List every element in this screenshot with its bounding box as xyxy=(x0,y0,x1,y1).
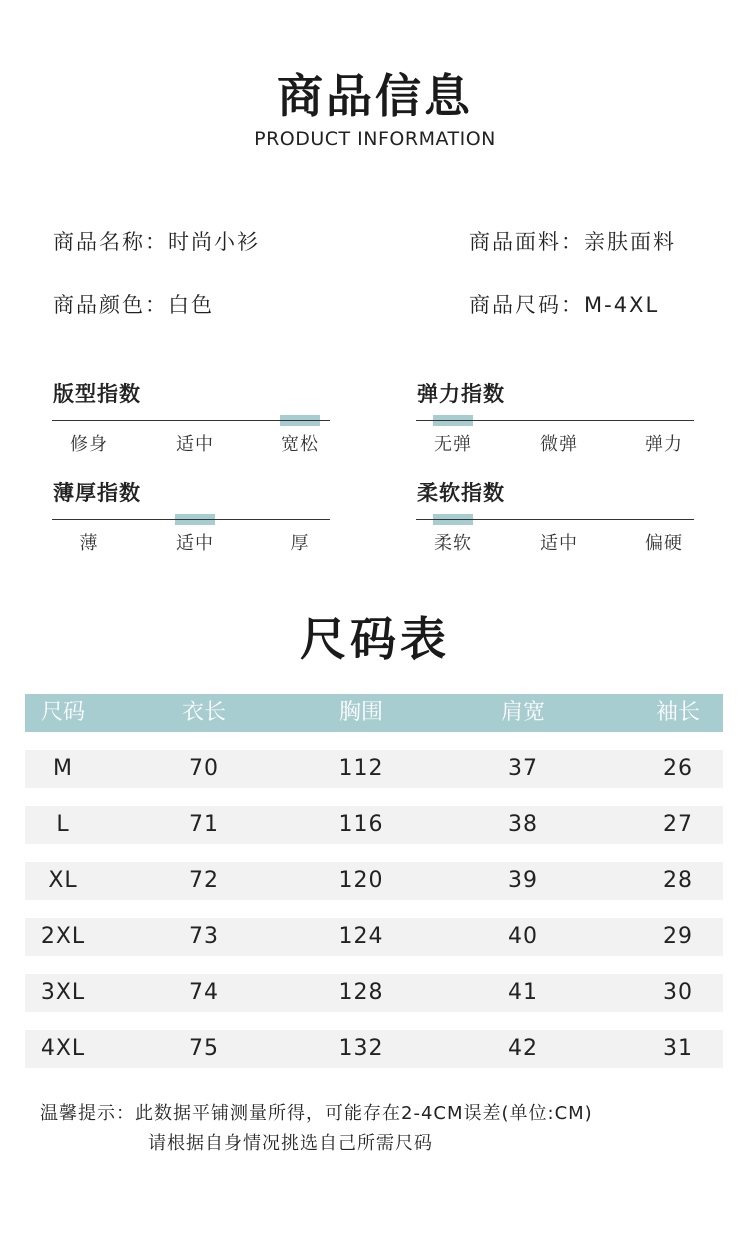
note-line-1: 温馨提示：此数据平铺测量所得，可能存在2-4CM误差(单位:CM) xyxy=(40,1103,593,1124)
size-table-title: 尺码表 xyxy=(300,612,450,666)
index-title: 版型指数 xyxy=(53,382,141,406)
header-cell: 袖长 xyxy=(655,700,700,725)
index-line xyxy=(416,420,694,421)
table-cell: 72 xyxy=(189,868,219,893)
size-table-header xyxy=(25,694,723,732)
index-label: 无弹 xyxy=(434,434,472,455)
table-row xyxy=(25,806,723,844)
table-cell: 27 xyxy=(663,812,693,837)
table-row xyxy=(25,1030,723,1068)
table-cell: 75 xyxy=(189,1036,219,1061)
table-cell: 26 xyxy=(663,756,693,781)
table-cell: 128 xyxy=(338,980,384,1005)
index-label: 薄 xyxy=(79,533,99,554)
table-cell: 73 xyxy=(189,924,219,949)
table-cell: 29 xyxy=(663,924,693,949)
header-cell: 肩宽 xyxy=(500,700,545,725)
index-line xyxy=(52,420,330,421)
page-title: 商品信息 xyxy=(277,69,473,123)
index-label: 适中 xyxy=(176,434,214,455)
table-cell: 74 xyxy=(189,980,219,1005)
table-row xyxy=(25,862,723,900)
table-cell: 39 xyxy=(508,868,538,893)
table-cell: 3XL xyxy=(40,980,86,1005)
table-cell: 120 xyxy=(338,868,384,893)
product-color: 商品颜色：白色 xyxy=(53,293,214,317)
table-cell: 2XL xyxy=(40,924,86,949)
table-row xyxy=(25,918,723,956)
table-cell: 132 xyxy=(338,1036,384,1061)
table-cell: M xyxy=(53,756,73,781)
page-subtitle: PRODUCT INFORMATION xyxy=(254,128,496,150)
index-label: 厚 xyxy=(290,533,310,554)
product-fabric: 商品面料：亲肤面料 xyxy=(469,230,676,254)
index-label: 柔软 xyxy=(434,533,472,554)
table-cell: XL xyxy=(48,868,78,893)
table-cell: 38 xyxy=(508,812,538,837)
index-label: 弹力 xyxy=(645,434,683,455)
table-cell: 41 xyxy=(508,980,538,1005)
table-cell: 30 xyxy=(663,980,693,1005)
product-name: 商品名称：时尚小衫 xyxy=(53,230,260,254)
table-cell: 112 xyxy=(338,756,384,781)
header-cell: 胸围 xyxy=(338,700,383,725)
index-title: 柔软指数 xyxy=(417,481,505,505)
table-cell: 28 xyxy=(663,868,693,893)
product-size: 商品尺码：M-4XL xyxy=(469,293,660,317)
table-cell: 37 xyxy=(508,756,538,781)
table-cell: 42 xyxy=(508,1036,538,1061)
note-line-2: 请根据自身情况挑选自己所需尺码 xyxy=(148,1133,433,1154)
table-cell: 71 xyxy=(189,812,219,837)
index-label: 微弹 xyxy=(540,434,578,455)
index-title: 弹力指数 xyxy=(417,382,505,406)
table-cell: 70 xyxy=(189,756,219,781)
table-row xyxy=(25,974,723,1012)
table-cell: 31 xyxy=(663,1036,693,1061)
table-cell: 40 xyxy=(508,924,538,949)
index-label: 适中 xyxy=(176,533,214,554)
table-cell: 4XL xyxy=(40,1036,86,1061)
table-row xyxy=(25,750,723,788)
header-cell: 衣长 xyxy=(181,700,226,725)
index-label: 适中 xyxy=(540,533,578,554)
header-cell: 尺码 xyxy=(40,700,85,725)
table-cell: 116 xyxy=(338,812,384,837)
table-cell: L xyxy=(56,812,70,837)
index-label: 修身 xyxy=(70,434,108,455)
index-line xyxy=(416,519,694,520)
index-label: 偏硬 xyxy=(645,533,683,554)
table-cell: 124 xyxy=(338,924,384,949)
index-title: 薄厚指数 xyxy=(53,481,141,505)
index-line xyxy=(52,519,330,520)
index-label: 宽松 xyxy=(281,434,319,455)
